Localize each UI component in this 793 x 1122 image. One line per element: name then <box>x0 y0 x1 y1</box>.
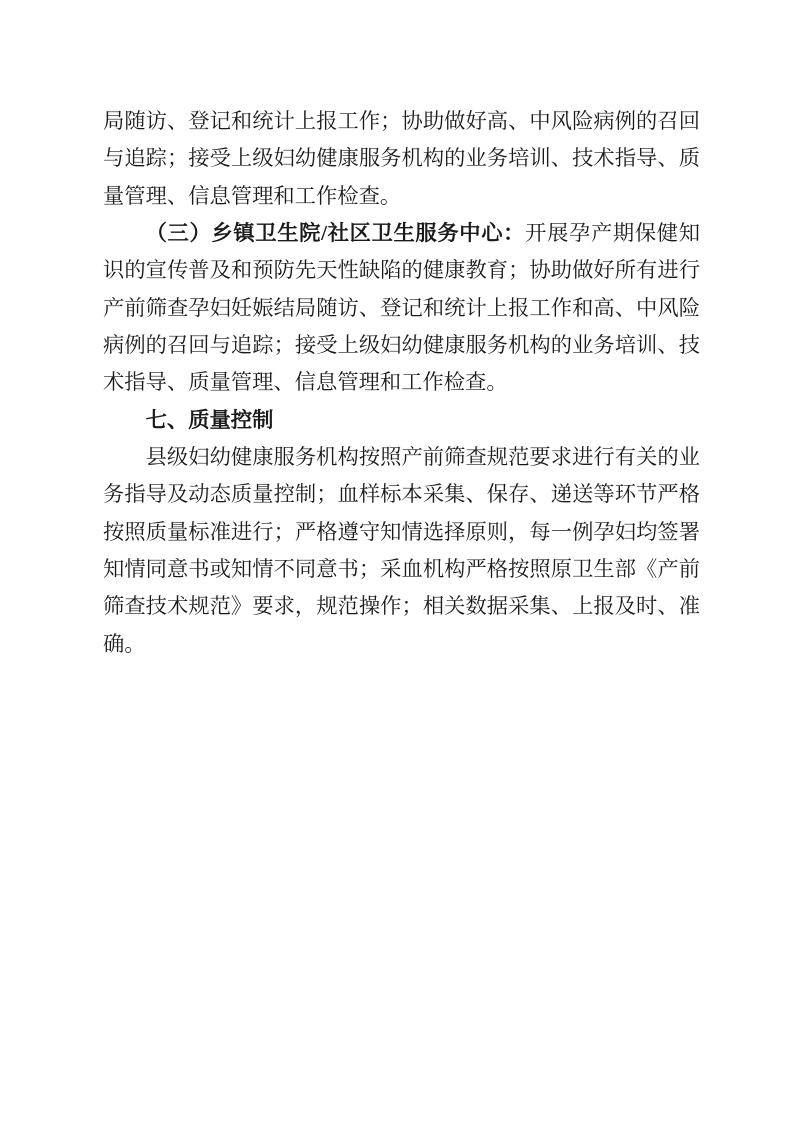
paragraph-section-three <box>103 215 700 402</box>
paragraph-text: 开展孕产期保健知识的宣传普及和预防先天性缺陷的健康教育；协助做好所有进行产前筛查孕妇妊娠结局随访、登记和统计上报工作和高、中风险病例的召回与追踪；接受上级妇幼健康服务机构的业务培训、技术指导、质量管理、信息管理和工作检查。 <box>103 220 700 395</box>
paragraph-text: 局随访、登记和统计上报工作；协助做好高、中风险病例的召回与追踪；接受上级妇幼健康服务机构的业务培训、技术指导、质量管理、信息管理和工作检查。 <box>103 109 700 208</box>
paragraph-continuation <box>103 103 700 215</box>
document-body <box>103 103 700 663</box>
section-heading-quality-control: 七、质量控制 <box>145 407 274 432</box>
paragraph-text: 县级妇幼健康服务机构按照产前筛查规范要求进行有关的业务指导及动态质量控制；血样标本采集、保存、递送等环节严格按照质量标准进行；严格遵守知情选择原则，每一例孕妇均签署知情同意书或知情不同意书；采血机构严格按照原卫生部《产前筛查技术规范》要求，规范操作；相关数据采集、上报及时、准确。 <box>103 444 700 656</box>
paragraph-quality-control <box>103 439 700 663</box>
section-three-lead: （三）乡镇卫生院/社区卫生服务中心： <box>145 220 526 245</box>
